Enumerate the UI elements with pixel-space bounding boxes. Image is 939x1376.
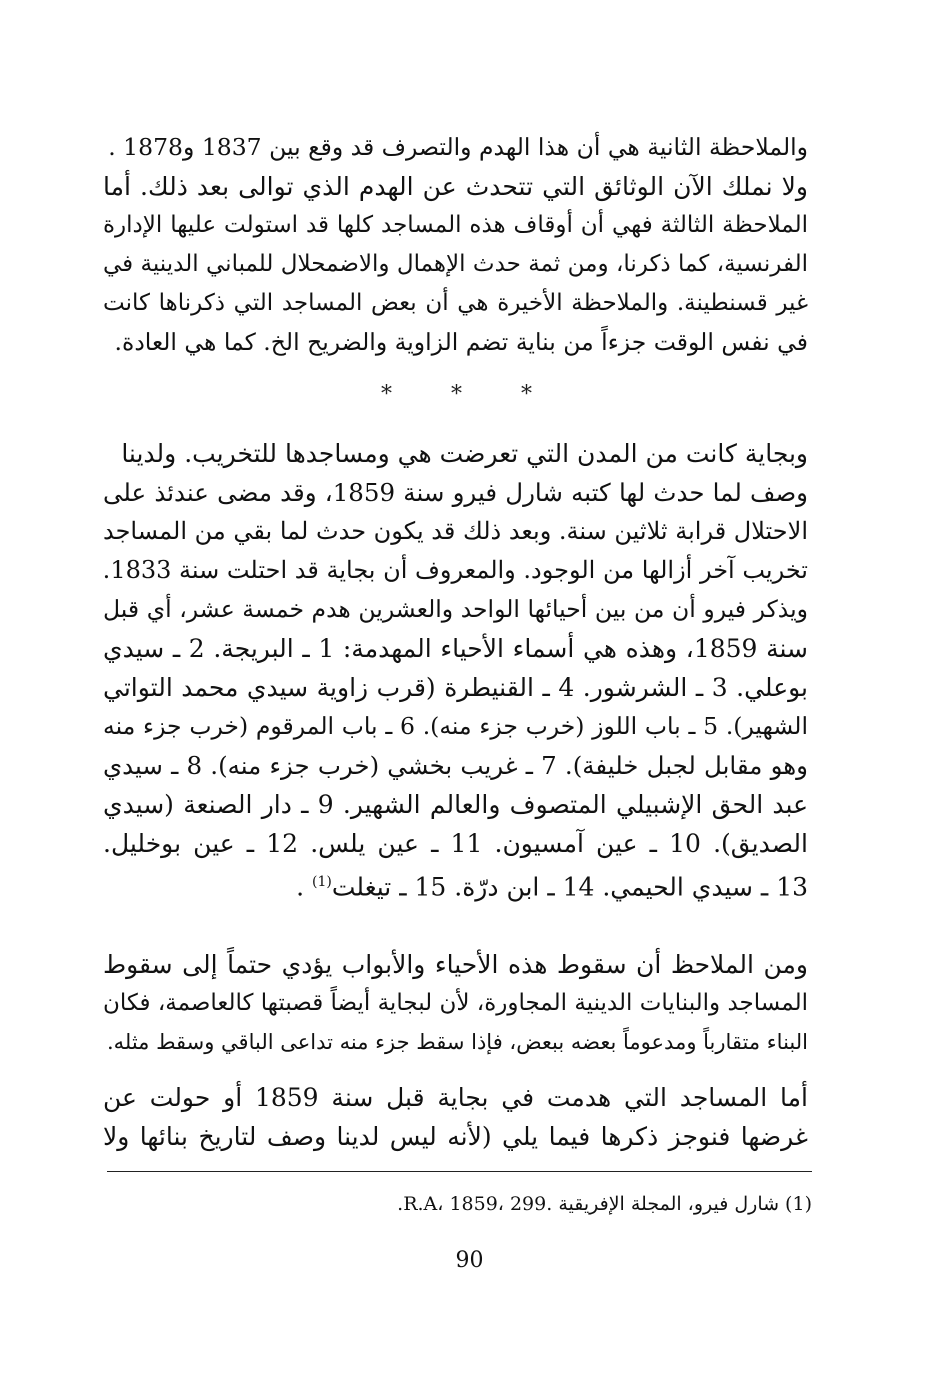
text-line: المساجد والبنايات الدينية المجاورة، لأن لبجاية أيضاً قصبتها كالعاصمة، فكان xyxy=(103,990,808,1016)
text-line: الصديق). 10 ـ عين آمسيون. 11 ـ عين يلس. 12 ـ عين بوخليل. xyxy=(103,829,808,858)
text-line: أما المساجد التي هدمت في بجاية قبل سنة 1859 أو حولت عن xyxy=(103,1083,808,1112)
text-line: سنة 1859، وهذه هي أسماء الأحياء المهدمة: 1 ـ البريجة. 2 ـ سيدي xyxy=(103,634,808,663)
line-text: 13 ـ سيدي الحيمي. 14 ـ ابن درّة. 15 ـ تيغلت xyxy=(331,872,808,902)
text-line: ومن الملاحظ أن سقوط هذه الأحياء والأبواب يؤدي حتماً إلى سقوط xyxy=(103,950,808,979)
line-end: . xyxy=(296,872,305,902)
text-line: عبد الحق الإشبيلي المتصوف والعالم الشهير. 9 ـ دار الصنعة (سيدي xyxy=(103,790,808,819)
text-line: البناء متقارباً ومدعوماً بعضه ببعض، فإذا سقط جزء منه تداعى الباقي وسقط مثله. xyxy=(106,1030,808,1054)
footnote-reference: (1) xyxy=(312,874,332,890)
text-line: تخريب آخر أزالها من الوجود. والمعروف أن بجاية قد احتلت سنة 1833. xyxy=(103,556,808,584)
text-line: ولا نملك الآن الوثائق التي تتحدث عن الهدم الذي توالى بعد ذلك. أما xyxy=(103,172,808,201)
text-line: غرضها فنوجز ذكرها فيما يلي (لأنه ليس لدينا وصف لتاريخ بنائها ولا xyxy=(103,1122,808,1151)
footnote-divider xyxy=(107,1171,812,1172)
text-line: الملاحظة الثالثة فهي أن أوقاف هذه المساجد كلها قد استولت عليها الإدارة xyxy=(103,212,808,238)
text-line: وصف لما حدث لها كتبه شارل فيرو سنة 1859، وقد مضى عندئذ على xyxy=(103,478,808,507)
text-line: وبجاية كانت من المدن التي تعرضت هي ومساجدها للتخريب. ولدينا xyxy=(121,439,808,468)
text-line: في نفس الوقت جزءاً من بناية تضم الزاوية والضريح الخ. كما هي العادة. xyxy=(114,328,808,356)
text-line: الفرنسية، كما ذكرنا، ومن ثمة حدث الإهمال والاضمحلال للمباني الدينية في xyxy=(103,251,808,277)
text-line: غير قسنطينة. والملاحظة الأخيرة هي أن بعض المساجد التي ذكرناها كانت xyxy=(103,290,808,316)
text-line: بوعلي. 3 ـ الشرشور. 4 ـ القنيطرة (قرب زاوية سيدي محمد التواتي xyxy=(103,673,808,702)
text-line: ويذكر فيرو أن من بين أحيائها الواحد والعشرين هدم خمسة عشر، أي قبل xyxy=(103,595,808,623)
section-separator: * * * xyxy=(381,382,558,407)
footnote: (1) شارل فيرو، المجلة الإفريقية .R.A، 1859، 299. xyxy=(397,1193,812,1215)
text-line: وهو مقابل لجبل خليفة). 7 ـ غريب بخشي (خرب جزء منه). 8 ـ سيدي xyxy=(103,751,808,780)
paragraph-3 xyxy=(103,945,808,1062)
text-line: الاحتلال قرابة ثلاثين سنة. وبعد ذلك قد يكون حدث لما بقي من المساجد xyxy=(103,517,808,545)
text-line: الشهير). 5 ـ باب اللوز (خرب جزء منه). 6 ـ باب المرقوم (خرب جزء منه xyxy=(103,712,808,740)
paragraph-4 xyxy=(103,1078,808,1156)
text-line: والملاحظة الثانية هي أن هذا الهدم والتصرف قد وقع بين 1837 و1878 . xyxy=(108,133,808,161)
paragraph-1 xyxy=(103,128,808,362)
text-line-last xyxy=(103,863,808,906)
paragraph-2 xyxy=(103,434,808,906)
page-number: 90 xyxy=(455,1248,484,1273)
